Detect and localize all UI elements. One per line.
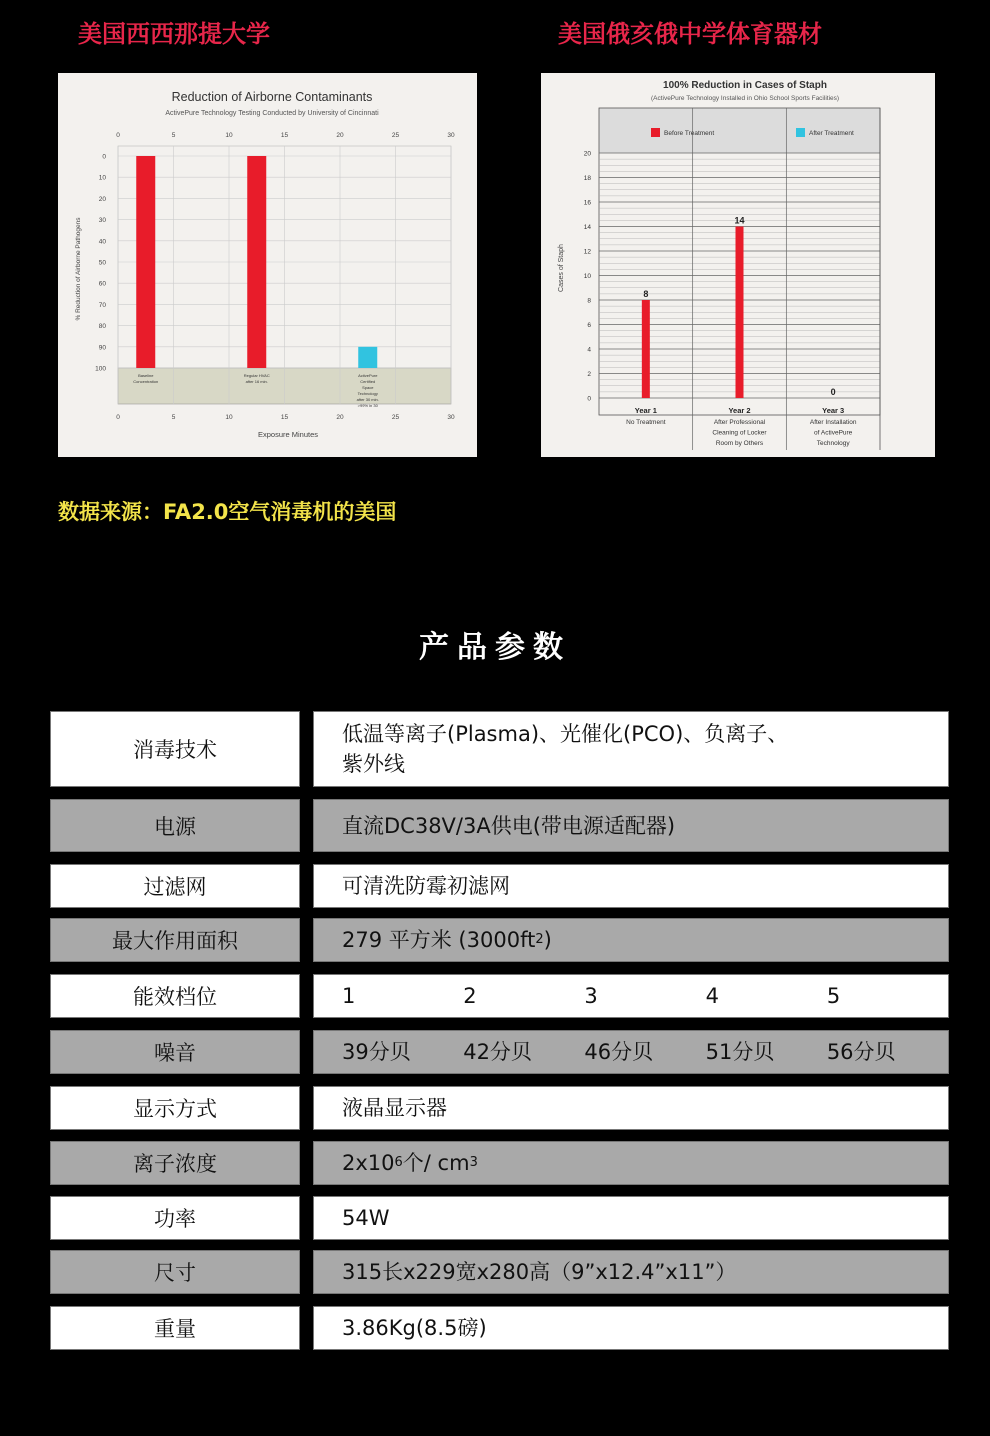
right-chart-caption: 美国俄亥俄中学体育器材 bbox=[558, 20, 822, 48]
chart1-ytick-label: 30 bbox=[98, 217, 106, 225]
chart1-bar-label: Space bbox=[362, 385, 374, 390]
chart1-xtick-label-bottom: 25 bbox=[391, 414, 400, 421]
chart1-bar-label: >99% in 30 bbox=[357, 403, 378, 408]
chart1-ytick-label: 0 bbox=[102, 153, 106, 161]
spec-value: 可清洗防霉初滤网 bbox=[313, 864, 949, 908]
chart2-ylabel: Cases of Staph bbox=[558, 244, 565, 292]
chart1-ytick-label: 50 bbox=[98, 259, 106, 267]
noise-value: 56分贝 bbox=[826, 1040, 896, 1064]
chart1-bar-label: Concentration bbox=[133, 379, 159, 384]
chart2-value-label: 8 bbox=[643, 289, 649, 299]
spec-key: 显示方式 bbox=[50, 1086, 300, 1130]
left-chart-caption: 美国西西那提大学 bbox=[78, 20, 270, 48]
ion-unit-exponent: 3 bbox=[469, 1155, 478, 1170]
spec-key: 功率 bbox=[50, 1196, 300, 1240]
spec-row-display bbox=[50, 1086, 949, 1130]
spec-row-size bbox=[50, 1250, 949, 1294]
chart1-bar-label: Certified bbox=[360, 379, 376, 384]
level-value: 4 bbox=[705, 984, 719, 1008]
chart1-xtick-label-top: 15 bbox=[280, 132, 289, 139]
chart1-xtick-label-bottom: 5 bbox=[171, 414, 176, 421]
chart1-ytick-label: 10 bbox=[98, 174, 106, 182]
chart2-ytick-label: 8 bbox=[587, 297, 591, 305]
spec-key: 重量 bbox=[50, 1306, 300, 1350]
chart1-ytick-label: 70 bbox=[98, 301, 106, 309]
chart2-ytick-label: 12 bbox=[583, 248, 591, 256]
spec-value bbox=[313, 974, 949, 1018]
chart2-legend-label: Before Treatment bbox=[664, 130, 715, 137]
chart2-ytick-label: 10 bbox=[583, 273, 591, 280]
chart1-ylabel: % Reduction of Airborne Pathogens bbox=[75, 217, 82, 321]
spec-value bbox=[313, 918, 949, 962]
chart1-xtick-label-top: 20 bbox=[336, 132, 344, 139]
chart1-bar-label: Regular HVAC bbox=[243, 373, 270, 378]
chart2-category-note: Cleaning of Locker bbox=[712, 429, 767, 437]
spec-row-filter bbox=[50, 864, 949, 908]
noise-value: 51分贝 bbox=[705, 1040, 775, 1064]
spec-value: 液晶显示器 bbox=[313, 1086, 949, 1130]
spec-row-weight bbox=[50, 1306, 949, 1350]
chart2-subtitle: (ActivePure Technology Installed in Ohio School Sports Facilities) bbox=[650, 95, 840, 102]
chart2-category-note: of ActivePure bbox=[814, 429, 853, 437]
chart2-legend-swatch-before bbox=[651, 128, 660, 137]
spec-row-noise bbox=[50, 1030, 949, 1074]
spec-row-ions bbox=[50, 1141, 949, 1185]
area-close: ) bbox=[543, 928, 552, 952]
noise-value: 42分贝 bbox=[463, 1040, 532, 1064]
chart2-ytick-label: 16 bbox=[583, 199, 591, 207]
level-value: 3 bbox=[584, 984, 598, 1008]
spec-value: 直流DC38V/3A供电(带电源适配器) bbox=[313, 799, 949, 852]
chart1-xtick-label-top: 5 bbox=[171, 132, 176, 139]
chart1-bar-label: after 30 min. bbox=[356, 397, 379, 402]
chart2-ytick-label: 2 bbox=[587, 371, 591, 378]
chart2-ytick-label: 0 bbox=[587, 395, 591, 403]
area-text: 279 平方米 (3000ft bbox=[342, 928, 536, 952]
level-value: 5 bbox=[826, 984, 841, 1008]
chart2-legend-swatch-after bbox=[796, 128, 805, 137]
chart1-xtick-label-bottom: 10 bbox=[225, 414, 233, 421]
spec-value: 3.86Kg(8.5磅) bbox=[313, 1306, 949, 1350]
ion-unit: 个/ cm bbox=[402, 1151, 470, 1175]
chart1-ytick-label: 80 bbox=[98, 323, 106, 331]
chart2-category-label: Year 3 bbox=[822, 406, 845, 415]
chart1-bar bbox=[247, 156, 266, 368]
chart1-bar-label: Technology bbox=[357, 391, 378, 396]
chart1-bar-label: after 16 min. bbox=[245, 379, 268, 384]
chart1-ytick-label: 90 bbox=[98, 344, 106, 352]
chart2-value-label: 0 bbox=[830, 387, 836, 397]
spec-row-levels bbox=[50, 974, 949, 1018]
chart1-xtick-label-bottom: 30 bbox=[447, 414, 455, 421]
ion-exponent: 6 bbox=[394, 1155, 403, 1170]
spec-key: 噪音 bbox=[50, 1030, 300, 1074]
chart1-bar bbox=[136, 156, 155, 368]
spec-row-area bbox=[50, 918, 949, 962]
chart1-xtick-label-top: 30 bbox=[447, 132, 455, 139]
airborne-contaminants-chart bbox=[58, 73, 477, 457]
spec-key: 能效档位 bbox=[50, 974, 300, 1018]
spec-value: 315长x229宽x280高（9”x12.4”x11”） bbox=[313, 1250, 949, 1294]
chart2-category-label: Year 2 bbox=[728, 406, 751, 415]
spec-key: 过滤网 bbox=[50, 864, 300, 908]
spec-value bbox=[313, 1030, 949, 1074]
ion-base: 2x10 bbox=[342, 1151, 395, 1175]
spec-key: 消毒技术 bbox=[50, 711, 300, 787]
spec-key: 离子浓度 bbox=[50, 1141, 300, 1185]
chart2-value-label: 14 bbox=[734, 215, 745, 226]
chart1-xtick-label-top: 10 bbox=[225, 132, 233, 139]
chart2-ytick-label: 18 bbox=[583, 175, 591, 182]
spec-value-line: 紫外线 bbox=[342, 752, 405, 776]
chart1-xtick-label-bottom: 15 bbox=[280, 414, 289, 421]
chart1-bar bbox=[358, 347, 377, 368]
chart2-category-note: After Installation bbox=[809, 419, 857, 426]
chart1-xtick-label-bottom: 20 bbox=[336, 414, 344, 421]
chart1-ytick-label: 100 bbox=[95, 365, 106, 373]
chart1-title: Reduction of Airborne Contaminants bbox=[171, 90, 373, 104]
level-value: 1 bbox=[342, 984, 356, 1008]
chart2-ytick-label: 4 bbox=[587, 346, 591, 354]
chart2-bar bbox=[642, 300, 650, 398]
spec-row-tech bbox=[50, 711, 949, 787]
staph-cases-chart bbox=[541, 73, 935, 457]
chart2-category-note: No Treatment bbox=[626, 419, 666, 426]
spec-section-title: 产品参数 bbox=[419, 630, 571, 665]
noise-value: 39分贝 bbox=[342, 1040, 411, 1064]
spec-key: 最大作用面积 bbox=[50, 918, 300, 962]
spec-value bbox=[313, 711, 949, 787]
chart2-ytick-label: 14 bbox=[583, 224, 591, 231]
spec-value: 54W bbox=[313, 1196, 949, 1240]
chart2-category-label: Year 1 bbox=[634, 406, 657, 415]
chart2-category-note: Room by Others bbox=[715, 440, 764, 447]
chart2-legend-label: After Treatment bbox=[809, 130, 854, 137]
chart1-bar-label: Baseline bbox=[138, 373, 154, 378]
spec-value bbox=[313, 1141, 949, 1185]
spec-value-line: 低温等离子(Plasma)、光催化(PCO)、负离子、 bbox=[342, 722, 789, 746]
noise-value: 46分贝 bbox=[584, 1040, 654, 1064]
chart1-xlabel: Exposure Minutes bbox=[257, 430, 319, 439]
chart1-subtitle: ActivePure Technology Testing Conducted by University of Cincinnati bbox=[165, 110, 379, 117]
spec-row-wattage bbox=[50, 1196, 949, 1240]
chart2-title: 100% Reduction in Cases of Staph bbox=[663, 80, 827, 91]
spec-key: 尺寸 bbox=[50, 1250, 300, 1294]
chart2-category-note: After Professional bbox=[713, 419, 766, 426]
chart2-bar bbox=[736, 227, 744, 399]
spec-row-power-source bbox=[50, 799, 949, 852]
chart2-category-note: Technology bbox=[816, 440, 850, 447]
chart1-bar-label: ActivePure bbox=[358, 373, 378, 378]
level-value: 2 bbox=[463, 984, 477, 1008]
chart1-xtick-label-top: 25 bbox=[391, 132, 400, 139]
area-exponent: 2 bbox=[535, 932, 544, 947]
chart1-ytick-label: 60 bbox=[98, 280, 106, 288]
chart1-xtick-label-top: 0 bbox=[116, 132, 120, 139]
chart1-xtick-label-bottom: 0 bbox=[116, 414, 120, 421]
chart2-ytick-label: 6 bbox=[587, 322, 591, 329]
spec-key: 电源 bbox=[50, 799, 300, 852]
chart1-ytick-label: 20 bbox=[98, 195, 106, 203]
chart1-ytick-label: 40 bbox=[98, 238, 106, 246]
data-source-note: 数据来源：FA2.0空气消毒机的美国 bbox=[58, 500, 397, 524]
chart2-ytick-label: 20 bbox=[583, 150, 591, 158]
